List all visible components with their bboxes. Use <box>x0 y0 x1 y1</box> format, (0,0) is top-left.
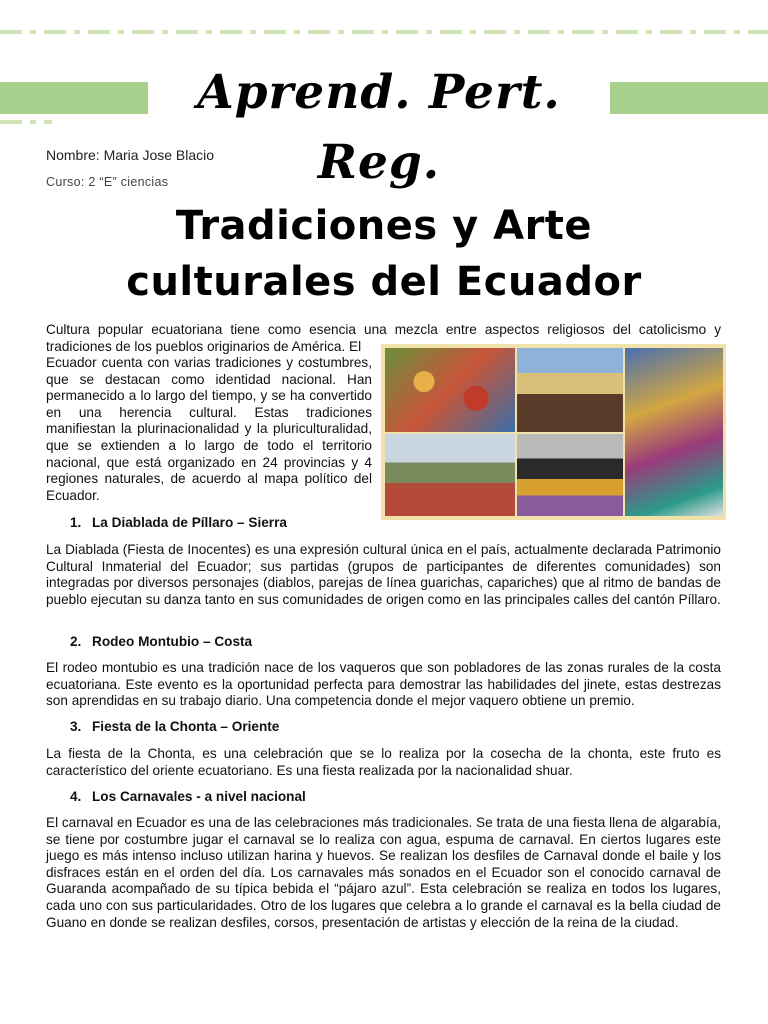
section-heading-1 <box>70 515 287 530</box>
section-number-4: 4. <box>70 789 82 804</box>
decorative-green-bar-left <box>0 82 148 114</box>
section-heading-2 <box>70 634 252 649</box>
section-body-1: La Diablada (Fiesta de Inocentes) es una expresión cultural única en el país, actualmente declarada Patrimonio Cultural Inmaterial del Ecuador; sus partidas (grupos de participantes de diferentes comunidades) son integradas por diversos personajes (diablos, parejas de línea guarichas, capariches) que al ritmo de bandas de pueblo ejecutan su danza tanto en sus comunidades de origen como en las principales calles del cantón Píllaro. <box>46 542 721 607</box>
decorative-dash-line-top <box>0 30 768 34</box>
photo-rodeo-rider <box>385 434 515 516</box>
document-title-line-1: Tradiciones y Arte <box>175 203 593 249</box>
section-number-2: 2. <box>70 634 82 649</box>
culture-photo-collage <box>381 344 726 520</box>
section-heading-3 <box>70 719 279 734</box>
decorative-dash-line-under-banner <box>0 120 52 124</box>
section-body-3: La fiesta de la Chonta, es una celebración que se lo realiza por la cosecha de la chonta, este fruto es característico del oriente ecuatoriano. Es una fiesta realizada por la nacionalidad shuar. <box>46 746 721 778</box>
intro-paragraph-rest: Ecuador cuenta con varias tradiciones y costumbres, que se destacan como identidad nacional. Han permanecido a lo largo del tiempo, y se ha convertido en una herencia cultural. Estas tradiciones manifiestan la plurinacionalidad y la pluriculturalidad, que se extienden a lo largo de todo el territorio nacional, que está organizado en 24 provincias y 4 regiones naturales, de acuerdo al mapa político del Ecuador. <box>46 355 372 503</box>
section-body-4: El carnaval en Ecuador es una de las celebraciones más tradicionales. Se trata de una fiesta llena de algarabía, se tiene por costumbre jugar el carnaval se lo realiza con agua, espuma de carnaval. En ciertos lugares este juego es más intenso incluso utilizan harina y huevos. Se realizan los desfiles de Carnaval donde el baile y los disfraces están en el orden del día. Los carnavales más sonados en el Ecuador son el conocido carnaval de Guaranda acompañado de su típica bebida el “pájaro azul”. Esta celebración se realiza en todos los lugares, cada uno con sus particularidades. Otro de los lugares que celebra a lo grande el carnaval es la bella ciudad de Guano en donde se realizan desfiles, corsos, presentación de artistas y elección de la reina de la ciudad. <box>46 815 721 930</box>
section-title-3: Fiesta de la Chonta – Oriente <box>92 719 280 734</box>
document-title-line-2: culturales del Ecuador <box>126 259 642 305</box>
photo-masked-dancers <box>517 434 623 516</box>
photo-procession-crowd <box>517 348 623 432</box>
document-title <box>60 198 708 310</box>
student-name: Nombre: Maria Jose Blacio <box>46 147 215 163</box>
photo-diablada-costumes <box>385 348 515 432</box>
section-heading-4 <box>70 789 306 804</box>
banner-title: Aprend. Pert. Reg. <box>197 65 561 190</box>
section-title-2: Rodeo Montubio – Costa <box>92 634 253 649</box>
decorative-green-bar-right <box>610 82 768 114</box>
section-body-2: El rodeo montubio es una tradición nace de los vaqueros que son pobladores de las zonas rurales de la costa ecuatoriana. Este evento es la oportunidad perfecta para demostrar las habilidades del jinete, estas destrezas son aprendidas en su trabajo diario. Una competencia donde el mejor vaquero obtiene un premio. <box>46 660 721 709</box>
section-title-1: La Diablada de Píllaro – Sierra <box>92 515 287 530</box>
intro-paragraph-lead: Cultura popular ecuatoriana tiene como esencia una mezcla entre aspectos religiosos del catolicismo y tradiciones de los pueblos originarios de América. El <box>46 322 721 354</box>
student-course: Curso: 2 “E” ciencias <box>46 175 169 189</box>
section-number-3: 3. <box>70 719 82 734</box>
photo-festival-costume <box>625 348 723 516</box>
section-number-1: 1. <box>70 515 82 530</box>
section-title-4: Los Carnavales - a nivel nacional <box>92 789 306 804</box>
